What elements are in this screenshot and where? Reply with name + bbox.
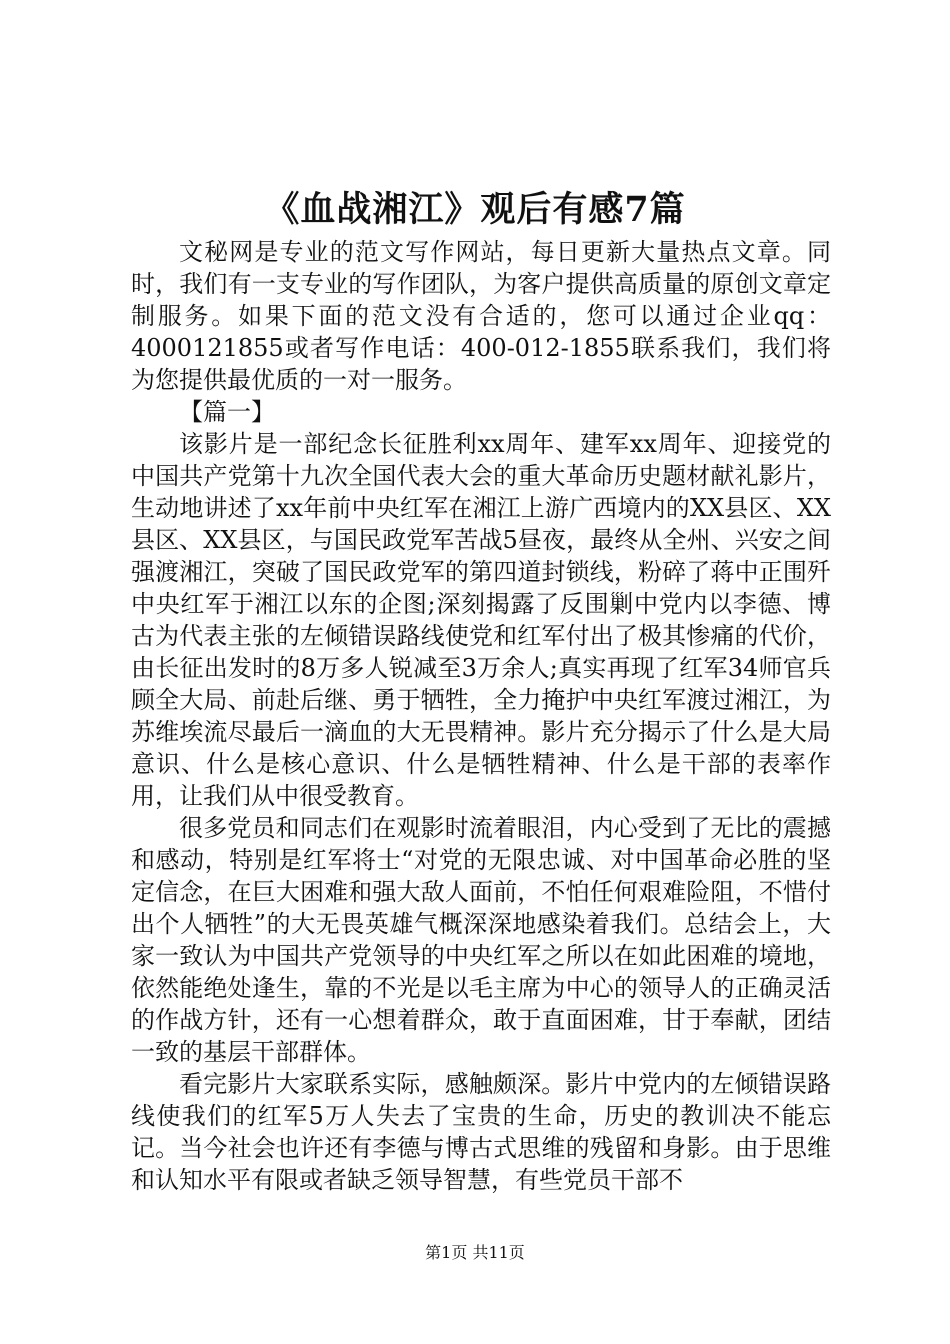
section-heading: 【篇一】 [179, 398, 275, 426]
document-title: 《血战湘江》观后有感7篇 [264, 189, 686, 230]
body-paragraph: 看完影片大家联系实际，感触颇深。影片中党内的左倾错误路线使我们的红军5万人失去了宝贵的生命，历史的教训决不能忘记。当今社会也许还有李德与博古式思维的残留和身影。由于思维和认知水平有限或者缺乏领导智慧，有些党员干部不 [131, 1070, 831, 1194]
intro-paragraph: 文秘网是专业的范文写作网站，每日更新大量热点文章。同时，我们有一支专业的写作团队，为客户提供高质量的原创文章定制服务。如果下面的范文没有合适的，您可以通过企业qq：4000121855或者写作电话：400-012-1855联系我们，我们将为您提供最优质的一对一服务。 [131, 238, 831, 394]
page-footer: 第1页 共11页 [425, 1243, 525, 1262]
document-body [131, 236, 831, 1196]
body-paragraph: 很多党员和同志们在观影时流着眼泪，内心受到了无比的震撼和感动，特别是红军将士“对党的无限忠诚、对中国革命必胜的坚定信念，在巨大困难和强大敌人面前，不怕任何艰难险阻，不惜付出个人牺牲”的大无畏英雄气概深深地感染着我们。总结会上，大家一致认为中国共产党领导的中央红军之所以在如此困难的境地，依然能绝处逢生，靠的不光是以毛主席为中心的领导人的正确灵活的作战方针，还有一心想着群众，敢于直面困难，甘于奉献，团结一致的基层干部群体。 [131, 814, 831, 1066]
body-paragraph: 该影片是一部纪念长征胜利xx周年、建军xx周年、迎接党的中国共产党第十九次全国代表大会的重大革命历史题材献礼影片，生动地讲述了xx年前中央红军在湘江上游广西境内的XX县区、XX县区、XX县区，与国民政党军苦战5昼夜，最终从全州、兴安之间强渡湘江，突破了国民政党军的第四道封锁线，粉碎了蒋中正围歼中央红军于湘江以东的企图;深刻揭露了反围剿中党内以李德、博古为代表主张的左倾错误路线使党和红军付出了极其惨痛的代价，由长征出发时的8万多人锐减至3万余人;真实再现了红军34师官兵顾全大局、前赴后继、勇于牺牲，全力掩护中央红军渡过湘江，为苏维埃流尽最后一滴血的大无畏精神。影片充分揭示了什么是大局意识、什么是核心意识、什么是牺牲精神、什么是干部的表率作用，让我们从中很受教育。 [131, 430, 831, 810]
